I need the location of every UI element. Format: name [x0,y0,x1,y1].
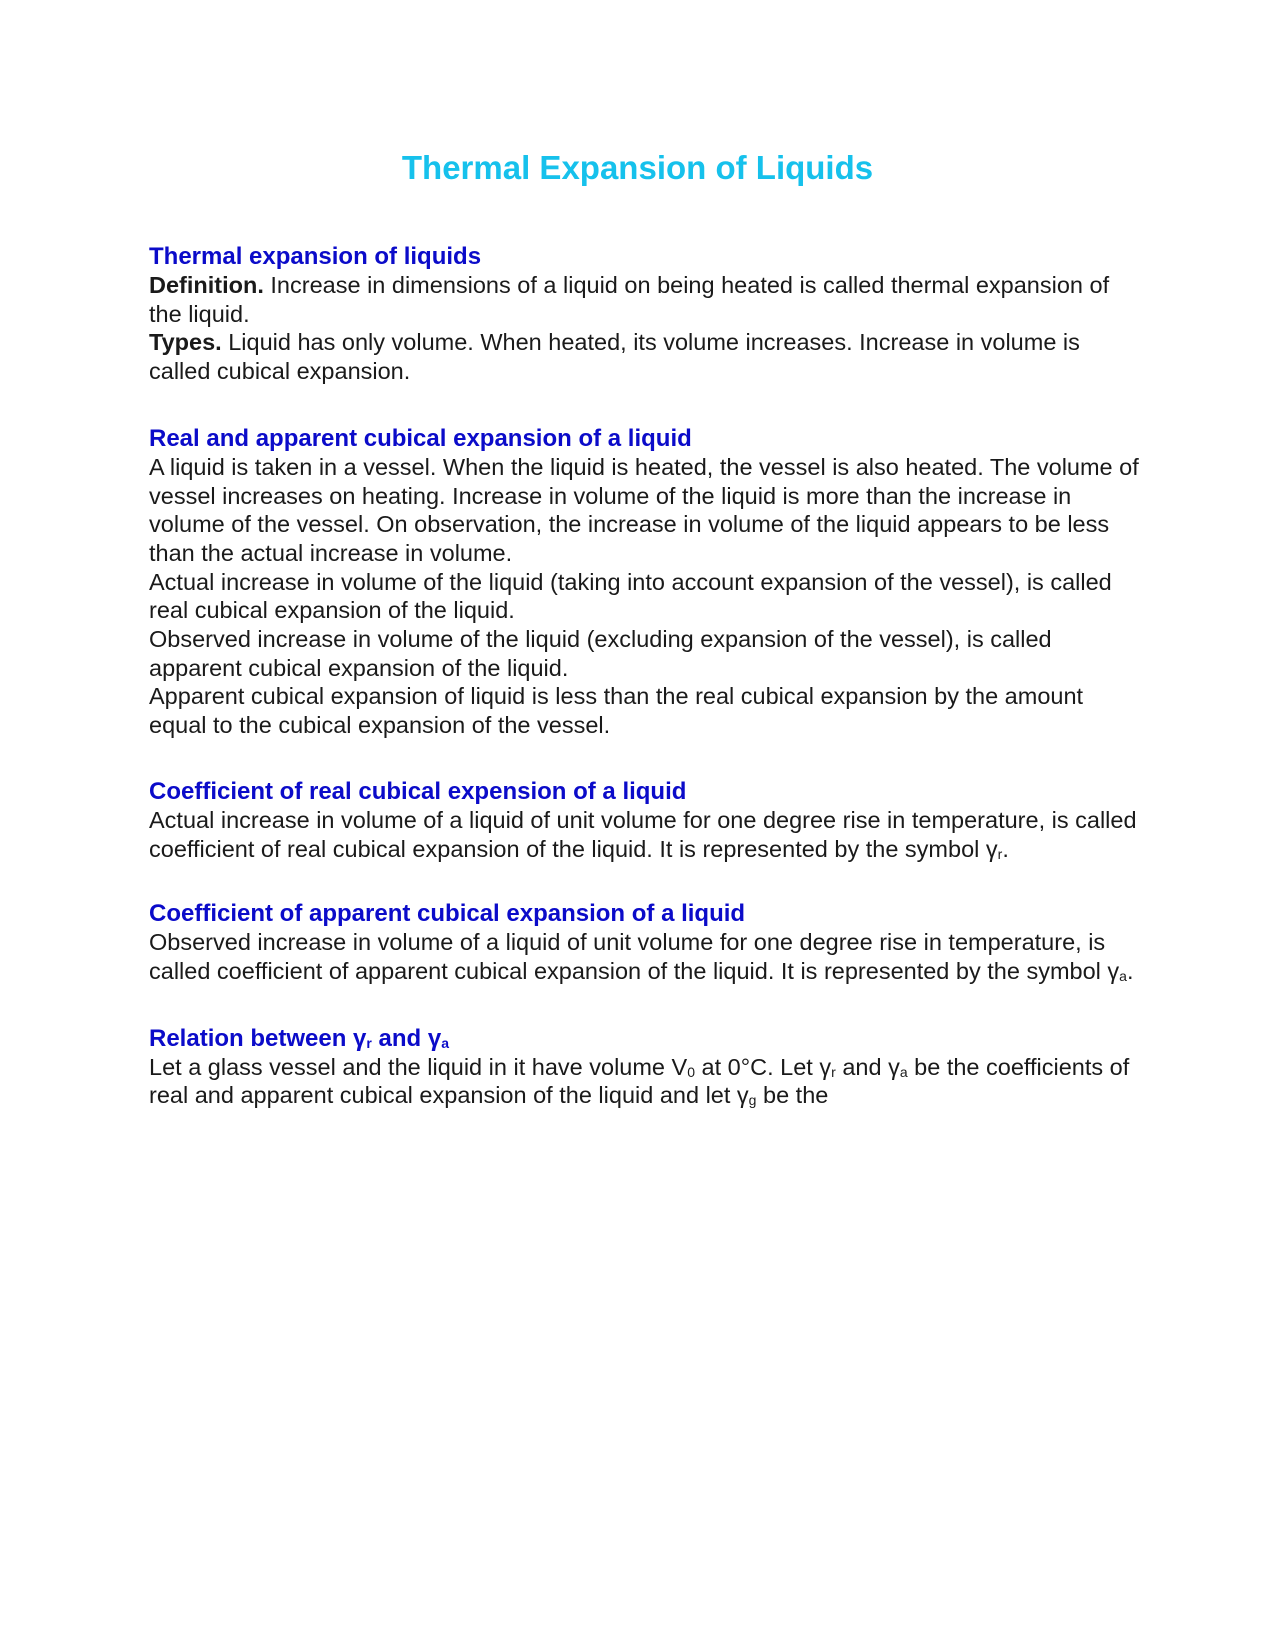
section-heading: Relation between $\gamma_r$ and $\gamma_a$ [149,1024,449,1052]
section-heading: Coefficient of real cubical expension of a liquid [149,777,687,805]
section-relation [149,1024,1139,1110]
types-label: Types. [149,329,222,356]
paragraph: Observed increase in volume of the liquid (excluding expansion of the vessel), is called apparent cubical expansion of the liquid. [149,626,1052,681]
paragraph-text: Actual increase in volume of a liquid of unit volume for one degree rise in temperature, is called coefficient of real cubical expansion of the liquid. It is represented by the symbol γ [149,806,1137,862]
paragraph: A liquid is taken in a vessel. When the liquid is heated, the vessel is also heated. The volume of vessel increases on heating. Increase in volume of the liquid is more than the increase in volume of the vessel. On observation, the increase in volume of the liquid appears to be less than the actual increase in volume. [149,453,1139,566]
paragraph: Apparent cubical expansion of liquid is less than the real cubical expansion by the amount equal to the cubical expansion of the vessel. [149,683,1084,739]
paragraph-text: Observed increase in volume of a liquid of unit volume for one degree rise in temperature, is called coefficient of apparent cubical expansion of the liquid. It is represented by the symbol γ [149,929,1120,984]
paragraph: Actual increase in volume of the liquid (taking into account expansion of the vessel), is called real cubical expansion of the liquid. [149,568,1112,624]
types-text: Liquid has only volume. When heated, its volume increases. Increase in volume is called cubical expansion. [149,329,1080,385]
section-real-coefficient [149,777,1139,863]
types-paragraph [149,328,1139,385]
section-heading: Real and apparent cubical expansion of a liquid [149,424,692,452]
paragraph [149,806,1139,863]
paragraph: Let a glass vessel and the liquid in it have volume $V_0$ at 0°C. Let $\gamma_r$ and $\gamma_a$ be the coefficients of real and apparent cubical expansion of the liquid and let $\gamma_g$ be the [149,1053,1130,1109]
page-title: Thermal Expansion of Liquids [401,149,874,186]
paragraph-tail: . [1126,957,1134,984]
symbol-subscript: r [997,845,1003,862]
definition-text: Increase in dimensions of a liquid on being heated is called thermal expansion of the liquid. [149,272,1110,327]
section-real-apparent [149,424,1139,740]
section-apparent-coefficient [149,899,1139,985]
section-heading: Coefficient of apparent cubical expansion of a liquid [149,900,746,928]
symbol-subscript: a [1119,967,1127,984]
paragraph-tail: . [1002,835,1009,862]
definition-label: Definition. [149,272,264,298]
paragraph [149,928,1139,985]
definition-paragraph [149,271,1139,328]
section-thermal-expansion [149,242,1139,386]
section-heading: Thermal expansion of liquids [149,243,482,270]
document-body [149,242,1139,1110]
